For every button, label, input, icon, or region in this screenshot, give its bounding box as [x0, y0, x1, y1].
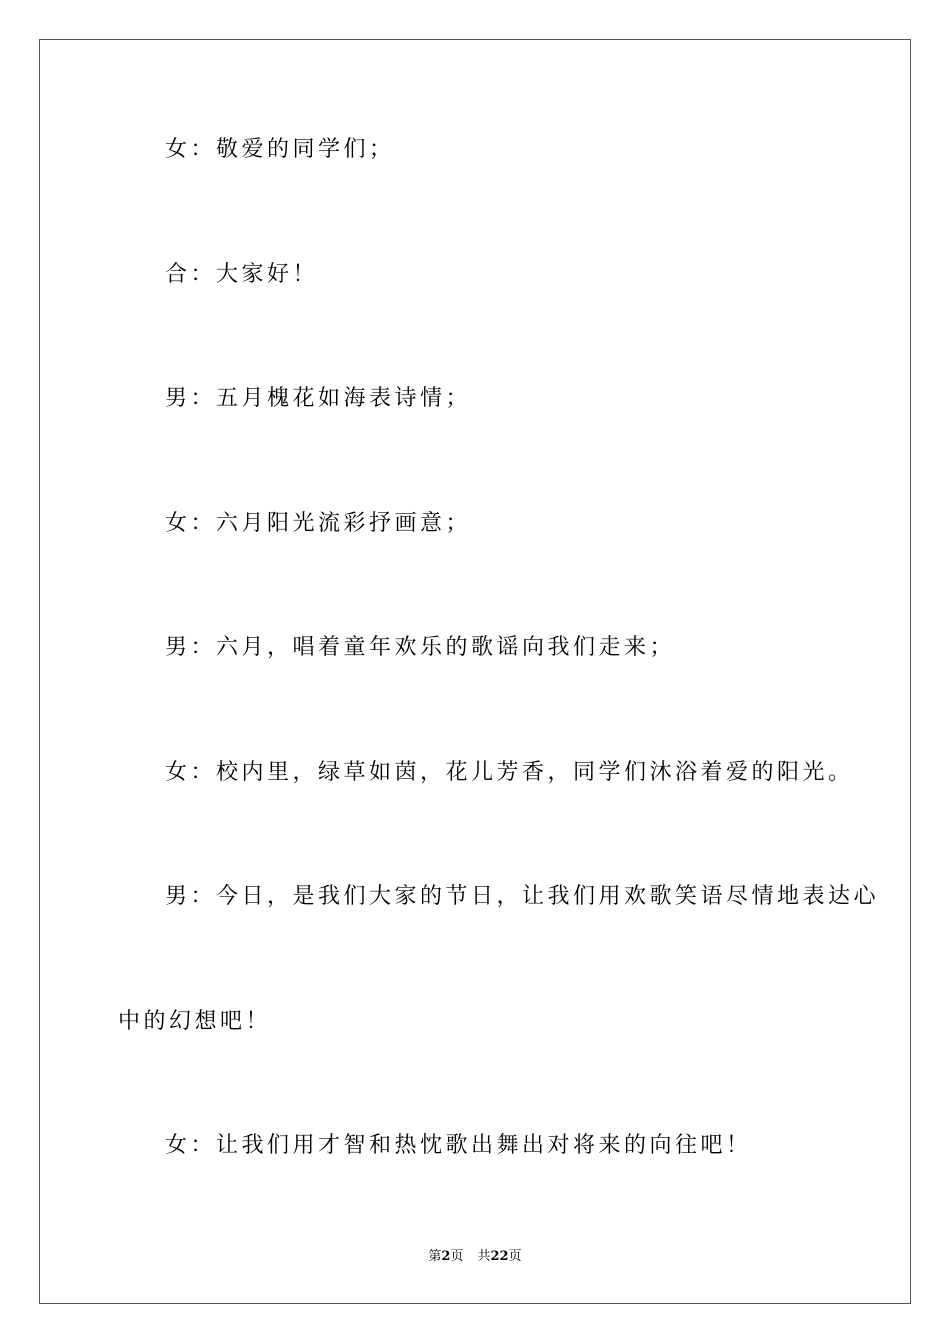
page-number-current: 2: [441, 1249, 451, 1264]
page-frame: [39, 39, 911, 1304]
page-footer: [0, 1248, 950, 1266]
dialogue-line-continuation: 中的幻想吧！: [118, 1009, 272, 1034]
dialogue-line: 女：让我们用才智和热忱歌出舞出对将来的向往吧！: [165, 1133, 752, 1158]
dialogue-line: 女：六月阳光流彩抒画意；: [165, 511, 472, 536]
page-total-prefix: 共: [477, 1249, 491, 1264]
dialogue-line: 女：校内里，绿草如茵，花儿芳香，同学们沐浴着爱的阳光。: [165, 760, 854, 785]
dialogue-line: 男：五月槐花如海表诗情；: [165, 386, 472, 411]
dialogue-line: 男：今日，是我们大家的节日，让我们用欢歌笑语尽情地表达心: [165, 884, 880, 909]
dialogue-line: 男：六月，唱着童年欢乐的歌谣向我们走来；: [165, 635, 676, 660]
dialogue-line: 合：大家好！: [165, 262, 319, 287]
page-total-suffix: 页: [508, 1249, 522, 1264]
page-number-prefix: 第: [428, 1249, 442, 1264]
page-number-suffix: 页: [450, 1249, 464, 1264]
page-total: 22: [490, 1249, 509, 1264]
dialogue-line: 女：敬爱的同学们；: [165, 137, 395, 162]
